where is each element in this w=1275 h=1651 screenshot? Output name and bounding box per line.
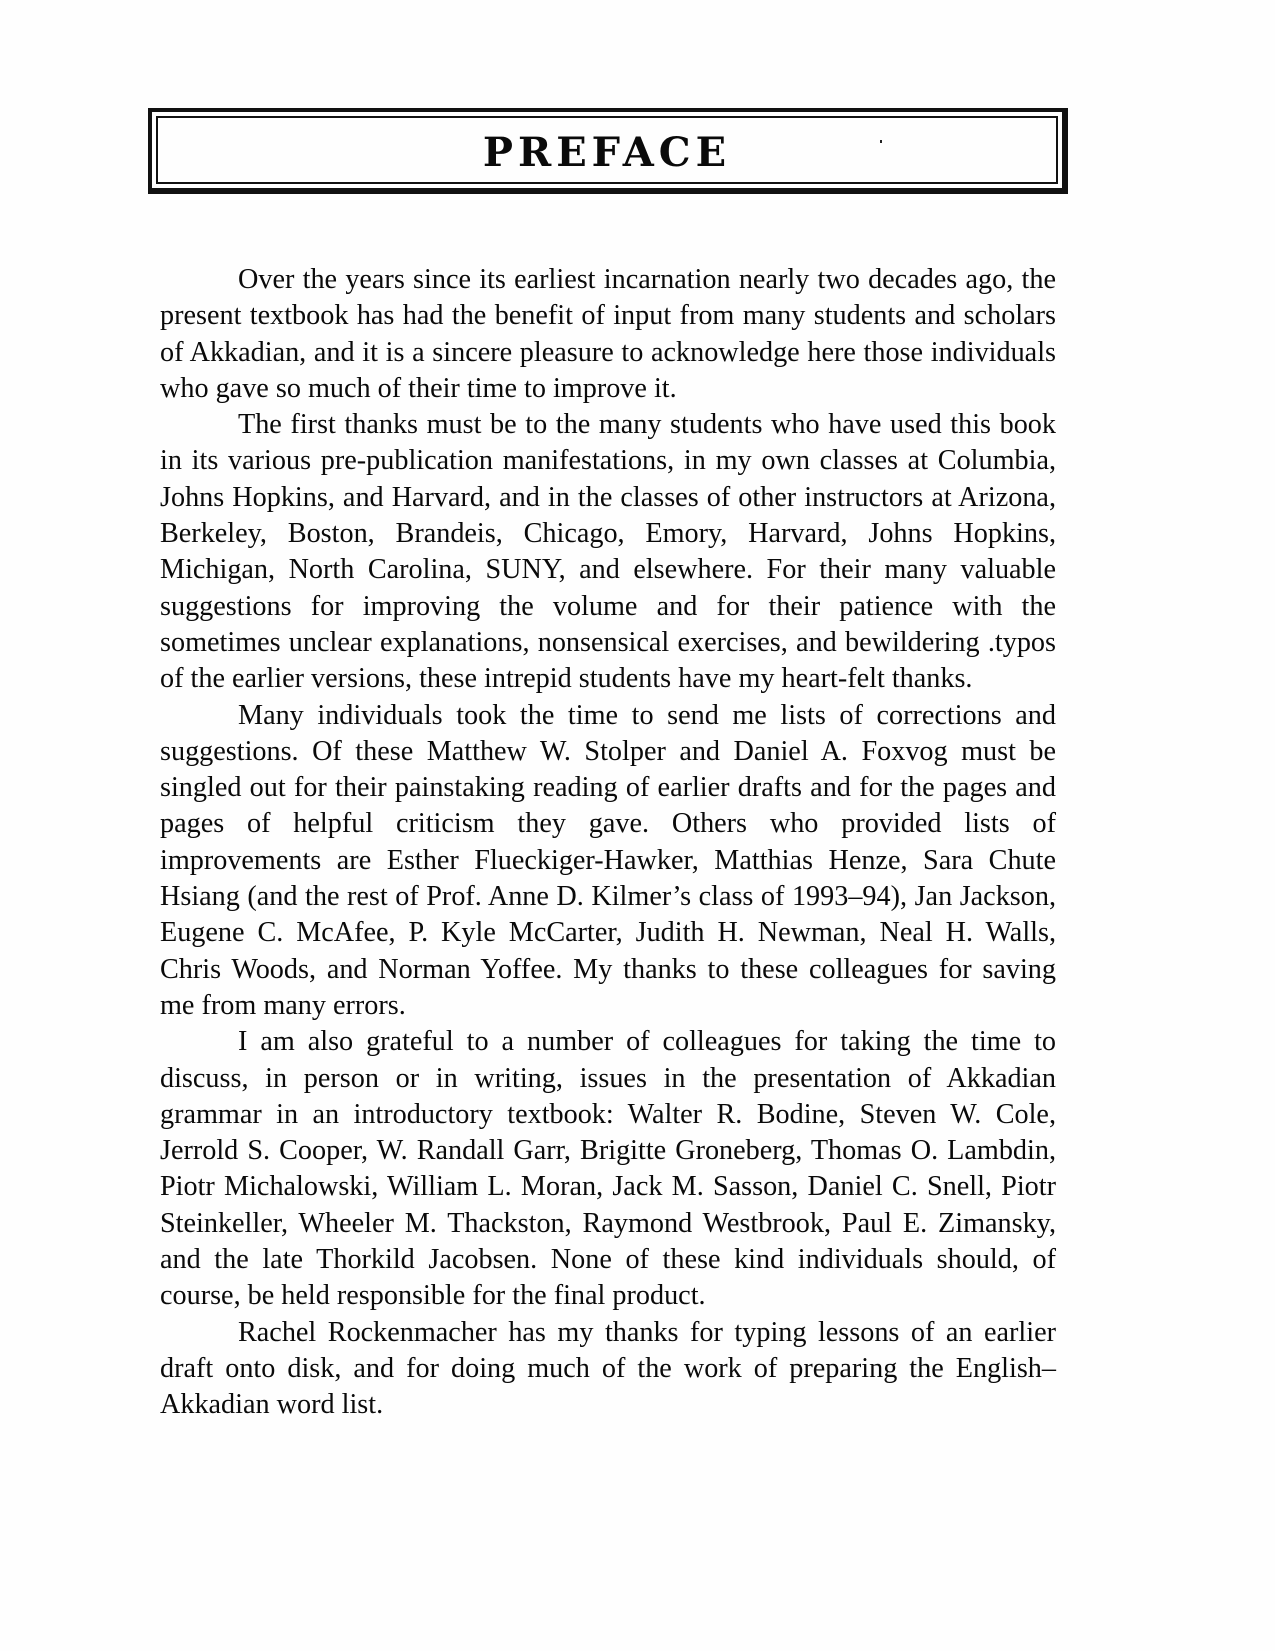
paragraph-intro: Over the years since its earliest incarnation nearly two decades ago, the present textbook has had the benefit of input from many students and scholars of Akkadian, and it is a sincere pleasure to acknowledge here those individuals who gave so much of their time to improve it. <box>160 264 1056 404</box>
title-box-inner-border <box>156 116 1058 184</box>
title-box <box>148 108 1068 194</box>
paragraph-corrections: Many individuals took the time to send me lists of corrections and suggestions. Of these Matthew W. Stolper and Daniel A. Foxvog must be singled out for their painstaking reading of earlier drafts and for the pages and pages of helpful criticism they gave. Others who provided lists of improvements are Esther Flueckiger-Hawker, Matthias Henze, Sara Chute Hsiang (and the rest of Prof. Anne D. Kilmer’s class of 1993–94), Jan Jackson, Eugene C. McAfee, P. Kyle McCarter, Judith H. Newman, Neal H. Walls, Chris Woods, and Norman Yoffee. My thanks to these colleagues for saving me from many errors. <box>160 699 1056 1021</box>
paragraph-students: The first thanks must be to the many students who have used this book in its various pre-publication manifestations, in my own classes at Columbia, Johns Hopkins, and Harvard, and in the classes of other instructors at Arizona, Berkeley, Boston, Brandeis, Chicago, Emory, Harvard, Johns Hopkins, Michigan, North Carolina, SUNY, and elsewhere. For their many valuable suggestions for improving the volume and for their patience with the sometimes unclear explanations, nonsensical exercises, and bewildering .typos of the earlier versions, these intrepid students have my heart-felt thanks. <box>160 409 1056 695</box>
paragraph-typing: Rachel Rockenmacher has my thanks for typing lessons of an earlier draft onto disk, and for doing much of the work of preparing the English–Akkadian word list. <box>160 1316 1056 1421</box>
paragraph-colleagues: I am also grateful to a number of colleagues for taking the time to discuss, in person or in writing, issues in the presentation of Akkadian grammar in an introductory textbook: Walter R. Bodine, Steven W. Cole, Jerrold S. Cooper, W. Randall Garr, Brigitte Groneberg, Thomas O. Lambdin, Piotr Michalowski, William L. Moran, Jack M. Sasson, Daniel C. Snell, Piotr Steinkeller, Wheeler M. Thackston, Raymond Westbrook, Paul E. Zimansky, and the late Thorkild Jacobsen. None of these kind individuals should, of course, be held responsible for the final product. <box>160 1026 1056 1312</box>
page-title: PREFACE <box>482 128 732 176</box>
scan-speck <box>880 140 882 143</box>
preface-body <box>160 262 1056 1424</box>
